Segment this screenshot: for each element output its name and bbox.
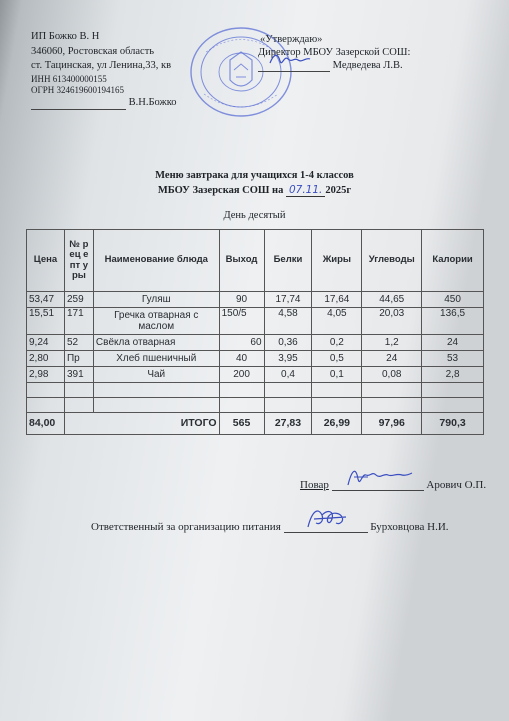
cell-fat: 4,05: [312, 308, 362, 335]
cell-kcal: 2,8: [422, 367, 484, 383]
cell-protein: 3,95: [264, 351, 312, 367]
responsible-signature-line: [284, 519, 368, 533]
org-signature-name: В.Н.Божко: [128, 96, 177, 108]
cell-kcal: 136,5: [422, 308, 484, 335]
cell-recipe: 52: [64, 335, 93, 351]
org-signature-line: [31, 96, 177, 111]
cell-protein: 0,36: [264, 335, 312, 351]
header-price: Цена: [27, 230, 65, 292]
table-row: [27, 367, 484, 383]
responsible-signature: [302, 505, 352, 533]
cell-kcal: 450: [422, 292, 484, 308]
table-row: [27, 292, 484, 308]
cell-dish-name: Свёкла отварная: [93, 335, 219, 351]
header-kcal: Калории: [422, 230, 484, 292]
table-header-row: [27, 230, 484, 292]
org-header: [31, 30, 177, 110]
cook-label: Повар: [300, 479, 329, 491]
cell-dish-name: Гуляш: [93, 292, 219, 308]
responsible-label: Ответственный за организацию питания: [91, 521, 281, 533]
cell-dish-name: Чай: [93, 367, 219, 383]
menu-title-line2: [0, 183, 509, 198]
cell-yield: 90: [219, 292, 264, 308]
cell-protein: 0,4: [264, 367, 312, 383]
cell-fat: 0,2: [312, 335, 362, 351]
cell-fat: 0,1: [312, 367, 362, 383]
cell-carbs: 20,03: [362, 308, 422, 335]
table-row-empty: [27, 398, 484, 413]
total-fat: 26,99: [312, 413, 362, 435]
total-price: 84,00: [27, 413, 65, 435]
cell-fat: 17,64: [312, 292, 362, 308]
cook-signature-row: [300, 477, 486, 491]
menu-table: [26, 229, 484, 435]
responsible-signature-row: [91, 519, 449, 533]
cook-signature: [344, 465, 414, 489]
cell-recipe: Пр: [64, 351, 93, 367]
cell-recipe: 391: [64, 367, 93, 383]
cell-dish-name: Хлеб пшеничный: [93, 351, 219, 367]
table-row: [27, 335, 484, 351]
approval-line1: «Утверждаю»: [260, 34, 323, 45]
cell-yield: 200: [219, 367, 264, 383]
header-protein: Белки: [264, 230, 312, 292]
cell-dish-name: Гречка отварная с маслом: [93, 308, 219, 335]
cell-price: 9,24: [27, 335, 65, 351]
cell-carbs: 24: [362, 351, 422, 367]
total-kcal: 790,3: [422, 413, 484, 435]
cell-yield: 150/5: [219, 308, 264, 335]
signature-blank: [31, 109, 126, 110]
org-name: ИП Божко В. Н: [31, 31, 100, 42]
director-name: Медведева Л.В.: [332, 60, 403, 71]
table-total-row: [27, 413, 484, 435]
handwritten-date: 07.11.: [286, 184, 325, 197]
header-dish-name: Наименование блюда: [93, 230, 219, 292]
director-signature-line: [258, 59, 330, 72]
cell-yield: 40: [219, 351, 264, 367]
cell-recipe: 171: [64, 308, 93, 335]
menu-title: [0, 169, 509, 198]
cell-price: 2,98: [27, 367, 65, 383]
approval-line3-row: [258, 59, 410, 72]
cook-name: Арович О.П.: [426, 479, 487, 491]
responsible-name: Бурховцова Н.И.: [370, 521, 449, 533]
header-recipe: № рец епт уры: [64, 230, 93, 292]
cook-signature-line: [332, 477, 424, 491]
cell-yield: 60: [219, 335, 264, 351]
cell-protein: 4,58: [264, 308, 312, 335]
cell-recipe: 259: [64, 292, 93, 308]
cell-price: 2,80: [27, 351, 65, 367]
header-fat: Жиры: [312, 230, 362, 292]
table-row: [27, 308, 484, 335]
approval-line2: Директор МБОУ Зазерской СОШ:: [258, 47, 411, 58]
org-address-line1: 346060, Ростовская область: [31, 45, 155, 57]
cell-carbs: 1,2: [362, 335, 422, 351]
cell-price: 15,51: [27, 308, 65, 335]
title-year: 2025г: [325, 185, 352, 196]
cell-kcal: 53: [422, 351, 484, 367]
cell-protein: 17,74: [264, 292, 312, 308]
cell-kcal: 24: [422, 335, 484, 351]
header-yield: Выход: [219, 230, 264, 292]
table-row: [27, 351, 484, 367]
day-label: День десятый: [223, 210, 286, 221]
approval-block: [258, 33, 410, 72]
director-signature: [268, 51, 312, 69]
cell-carbs: 44,65: [362, 292, 422, 308]
total-protein: 27,83: [264, 413, 312, 435]
cell-price: 53,47: [27, 292, 65, 308]
table-row-empty: [27, 383, 484, 398]
cell-fat: 0,5: [312, 351, 362, 367]
menu-title-line1: Меню завтрака для учащихся 1-4 классов: [155, 170, 354, 181]
total-label: ИТОГО: [64, 413, 219, 435]
total-carbs: 97,96: [362, 413, 422, 435]
total-yield: 565: [219, 413, 264, 435]
cell-carbs: 0,08: [362, 367, 422, 383]
org-address-line2: ст. Тацинская, ул Ленина,33, кв: [31, 60, 172, 72]
title-school: МБОУ Зазерская СОШ на: [157, 185, 284, 196]
header-carbs: Углеводы: [362, 230, 422, 292]
org-inn: ИНН 613400000155: [31, 73, 107, 84]
org-ogrn: ОГРН 324619600194165: [31, 84, 124, 95]
